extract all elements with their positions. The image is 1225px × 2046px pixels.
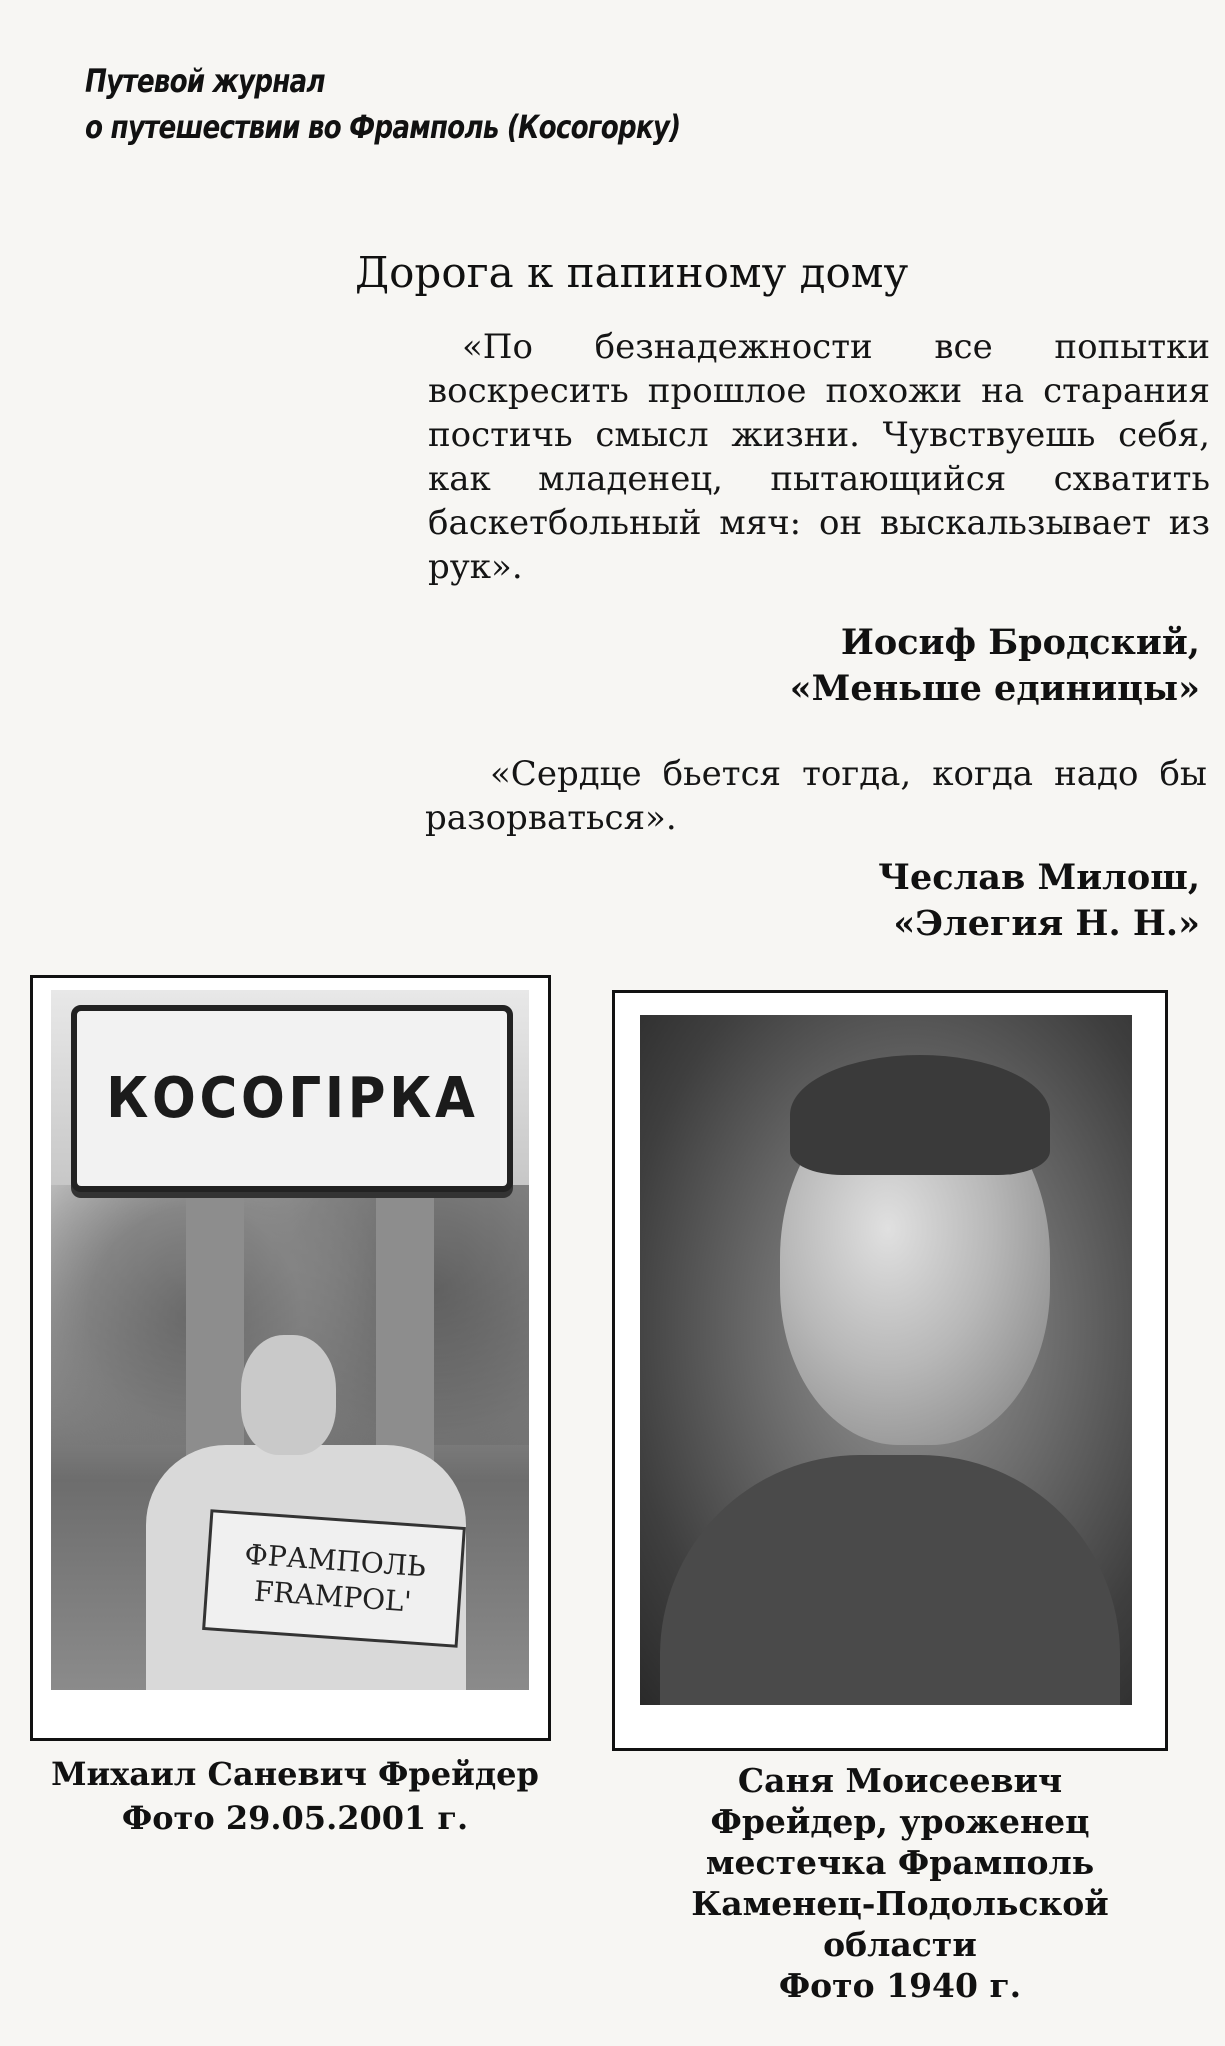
epigraph-author-2: Чеслав Милош, <box>878 857 1200 898</box>
epigraph-attribution-2 <box>878 855 1200 947</box>
epigraph-author-1: Иосиф Бродский, <box>840 622 1200 663</box>
plate-text-latin: FRAMPOL' <box>253 1574 413 1618</box>
photo-frame-2 <box>612 990 1168 1751</box>
village-sign-text: КОСОГІРКА <box>105 1066 479 1131</box>
photo-frame-1 <box>30 975 551 1741</box>
caption-1-line-2: Фото 29.05.2001 г. <box>121 1799 469 1837</box>
portrait-shoulders <box>660 1455 1120 1705</box>
journal-line-1: Путевой журнал <box>85 62 325 100</box>
journal-heading <box>85 58 680 150</box>
chapter-title: Дорога к папиному дому <box>355 248 909 297</box>
photo-man-with-sign <box>51 990 529 1690</box>
photo-portrait <box>640 1015 1132 1705</box>
epigraph-quote-1: «По безнадежности все попытки воскресить прошлое похожи на старания постичь смысл жизни. Чувствуешь себя, как младенец, пытающийся схватить баскетбольный мяч: он выскальзывает из рук». <box>428 327 1210 587</box>
caption-1-line-1: Михаил Саневич Фрейдер <box>51 1755 539 1793</box>
plate-text-cyrillic: ФРАМПОЛЬ <box>243 1537 428 1583</box>
journal-line-2: о путешествии во Фрамполь (Косогорку) <box>85 108 681 146</box>
man-head <box>241 1335 336 1455</box>
epigraph-source-2: «Элегия Н. Н.» <box>893 903 1200 944</box>
village-sign <box>71 1005 513 1192</box>
caption-2-line-4: Каменец-Подольской <box>691 1884 1109 1923</box>
epigraph-source-1: «Меньше единицы» <box>789 668 1200 709</box>
caption-2-line-6: Фото 1940 г. <box>778 1966 1022 2005</box>
photo-caption-2 <box>630 1760 1170 2006</box>
caption-2-line-5: области <box>823 1925 977 1964</box>
portrait-hair <box>790 1055 1050 1175</box>
caption-2-line-3: местечка Фрамполь <box>705 1843 1095 1882</box>
caption-2-line-1: Саня Моисеевич <box>737 1761 1063 1800</box>
caption-2-line-2: Фрейдер, уроженец <box>710 1802 1090 1841</box>
photo-caption-1 <box>30 1752 560 1840</box>
epigraph-attribution-1 <box>790 620 1200 712</box>
epigraph-quote-2: «Сердце бьется тогда, когда надо бы разорваться». <box>425 754 1207 838</box>
held-plate <box>202 1509 466 1648</box>
